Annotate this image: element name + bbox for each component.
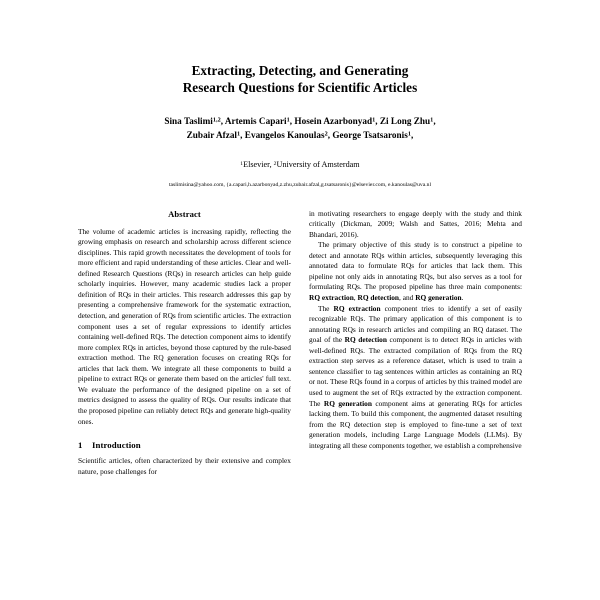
- abstract-heading: Abstract: [168, 208, 201, 219]
- introduction-title: Introduction: [92, 440, 141, 451]
- introduction-number: 1: [78, 440, 83, 451]
- two-column-body: [78, 209, 522, 477]
- introduction-heading: [78, 440, 291, 450]
- right-column: [309, 209, 522, 477]
- author-emails: taslimisina@yahoo.com, {a.capari,h.azarbonyad,z.zhu,zubair.afzal,g.tsatsaronis}@elsevier.com, e.kanoulas@uva.nl: [168, 181, 432, 188]
- objective-paragraph: The primary objective of this study is to construct a pipeline to detect and annotate RQs within articles, subsequently leveraging this annotated data to formulate RQs for articles that lack them. This pipeline not only aids in annotating RQs, but also serves as a tool for formulating RQs. The proposed pipeline has three main components: RQ extraction, RQ detection, and RQ generation.: [309, 240, 522, 303]
- introduction-paragraph-1: Scientific articles, often characterized by their extensive and complex nature, pose challenges for: [78, 456, 291, 476]
- components-paragraph: The RQ extraction component tries to identify a set of easily recognizable RQs. The primary application of this component is to annotating RQs in research articles and compiling an RQ dataset. The goal of the RQ detection component is to detect RQs in articles with well-defined RQs. The extracted compilation of RQs from the RQ extraction step serves as a reference dataset, which is used to train a sentence classifier to tag sentences within articles as containing an RQ or not. These RQs found in a corpus of articles by this trained model are used to augment the set of RQs extracted by the extraction component. The RQ generation component aims at generating RQs for articles lacking them. To build this component, the augmented dataset resulting from the RQ detection step is employed to fine-tune a set of text generation models, including Large Language Models (LLMs). By integrating all these components together, we establish a comprehensive: [309, 303, 523, 450]
- title-line-1: Extracting, Detecting, and Generating: [191, 63, 409, 78]
- abstract-text: The volume of academic articles is increasing rapidly, reflecting the growing emphasis on research and scholarship across different science disciplines. This rapid growth necessitates the development of tools for more efficient and rapid understanding of these articles. Clear and well-defined Research Questions (RQs) in research articles can help guide scholarly inquiries. However, many academic studies lack a proper definition of RQs in their articles. This research addresses this gap by presenting a comprehensive framework for the systematic extraction, detection, and generation of RQs from scientific articles. The extraction component uses a set of regular expressions to identify articles containing well-defined RQs. The detection component aims to identify more complex RQs in articles, beyond those captured by the rule-based extraction method. The RQ generation focuses on creating RQs for articles that lack them. We integrate all these components to build a pipeline to extract RQs or generate them based on the articles' full text. We evaluate the performance of the designed pipeline on a set of metrics designed to assess the quality of RQs. Our results indicate that the proposed pipeline can reliably detect RQs and generate high-quality ones.: [78, 226, 291, 426]
- author-line-2: Zubair Afzal$^1$, Evangelos Kanoulas$^2$, George Tsatsaronis$^1$,: [186, 130, 414, 141]
- continued-paragraph: in motivating researchers to engage deeply with the study and think critically (Dickman, 2009; Walsh and Sattes, 2016; Mehta and Bhandari, 2016).: [309, 208, 522, 239]
- author-list: [78, 114, 522, 143]
- paper-masthead: [78, 0, 522, 190]
- title-line-2: Research Questions for Scientific Articles: [182, 80, 418, 96]
- affiliation-list: $^1$Elsevier, $^2$University of Amsterdam: [240, 160, 360, 170]
- page-title: [78, 62, 522, 97]
- left-column: [78, 209, 291, 477]
- author-line-1: Sina Taslimi$^{1,2}$, Artemis Capari$^1$, Hosein Azarbonyad$^1$, Zi Long Zhu$^1$,: [164, 115, 436, 126]
